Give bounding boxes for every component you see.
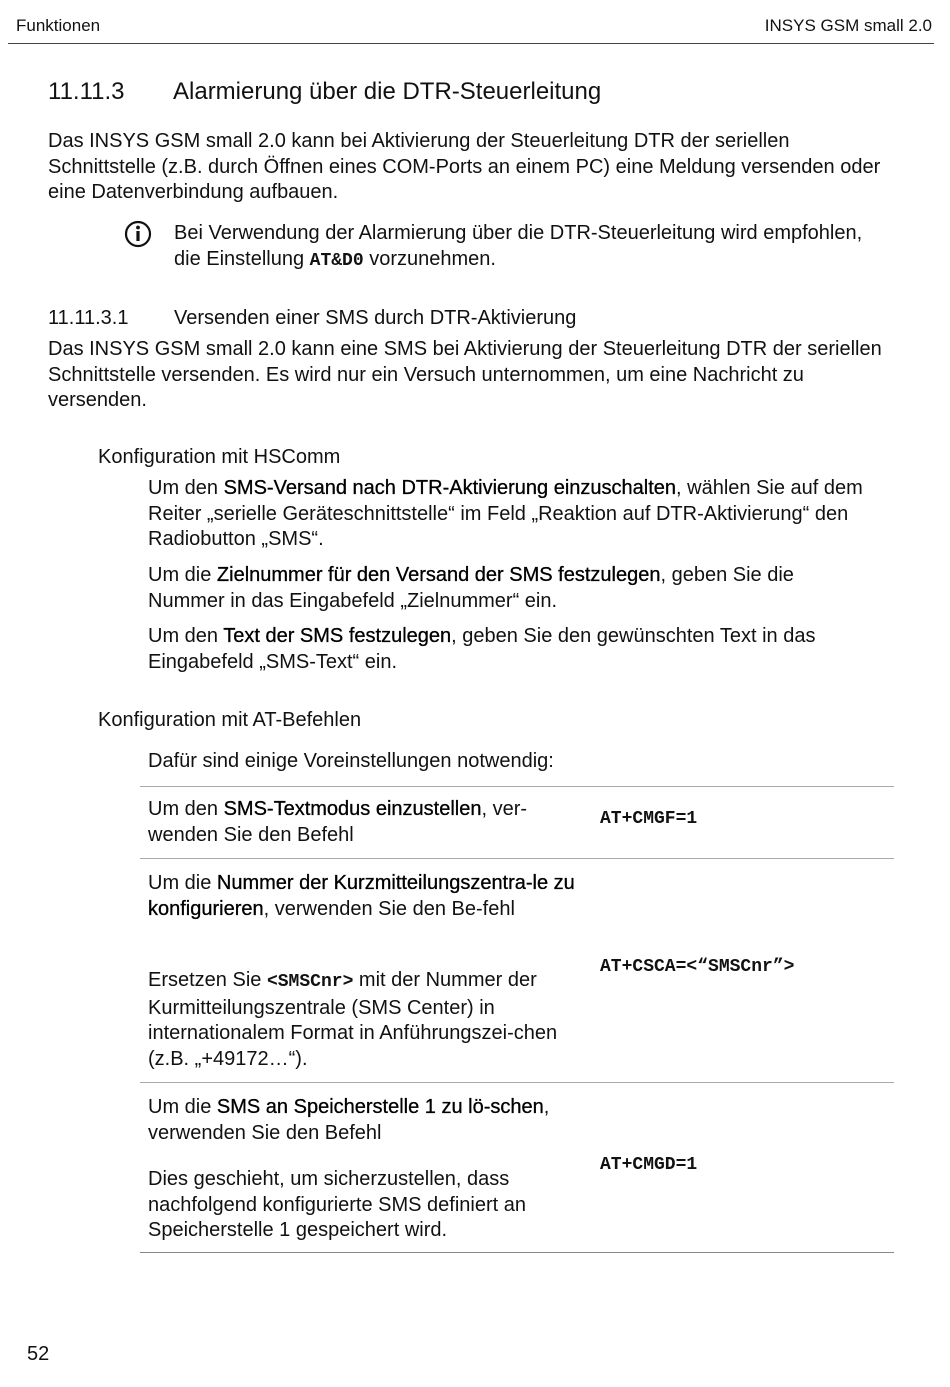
text-run: , geben Sie den gewünschten Text in das Eingabefeld „SMS-Text“ ein. [148, 625, 816, 673]
table-row-2-extra [148, 968, 583, 1072]
page-number: 52 [27, 1343, 50, 1365]
text-run: Ersetzen Sie [148, 969, 267, 991]
subsection-heading [48, 307, 576, 330]
text-run: , wählen Sie auf dem Reiter „serielle Geräteschnittstelle“ im Feld „Reaktion auf DTR-Aktivierung“ den Radiobutton „SMS“. [148, 477, 863, 550]
emphasis-run: SMS-Textmodus einzustellen [223, 798, 482, 820]
table-rule [140, 786, 894, 787]
table-rule [140, 858, 894, 859]
section-number: 11.11.3 [48, 78, 125, 105]
hscomm-heading: Konfiguration mit HSComm [98, 446, 341, 468]
text-run: Um die [148, 872, 217, 894]
header-rule [8, 43, 934, 44]
text-run: , verwenden Sie den Befehl [148, 1096, 550, 1144]
emphasis-run: Text der SMS festzulegen [223, 625, 452, 647]
info-icon [124, 220, 152, 248]
table-row-1-command: AT+CMGF=1 [600, 809, 698, 829]
text-run: , verwenden Sie den Be-fehl [263, 897, 515, 920]
hscomm-paragraph-1 [148, 476, 863, 553]
text-run: Um die [148, 564, 217, 586]
hscomm-paragraph-2 [148, 563, 863, 614]
text-run: , geben Sie die Nummer in das Eingabefeld „Zielnummer“ ein. [148, 564, 794, 612]
table-row-3-text [148, 1095, 583, 1146]
text-run: Um den [148, 625, 224, 647]
section-heading [48, 78, 601, 106]
text-run: Um den [148, 477, 224, 499]
table-row-3-extra: Dies geschieht, um sicherzustellen, dass nachfolgend konfigurierte SMS definiert an Speicherstelle 1 gespeichert wird. [148, 1168, 527, 1241]
section-title: Alarmierung über die DTR-Steuerleitung [173, 78, 602, 105]
note-code: AT&D0 [309, 250, 364, 271]
table-row-2-text [148, 871, 583, 922]
emphasis-run: SMS-Versand nach DTR-Aktivierung einzuschalten [223, 477, 677, 499]
code-run: <SMSCnr> [266, 972, 354, 992]
table-rule [140, 1082, 894, 1083]
table-row-2-command: AT+CSCA=<“SMSCnr”> [600, 957, 795, 977]
text-run: Um den [148, 798, 224, 820]
subsection-number: 11.11.3.1 [48, 307, 129, 329]
subsection-title: Versenden einer SMS durch DTR-Aktivierung [174, 307, 577, 329]
table-rule [140, 1252, 894, 1253]
text-run: Um die [148, 1096, 217, 1118]
note-text-after: vorzunehmen. [363, 247, 496, 270]
running-header-right: INSYS GSM small 2.0 [764, 16, 932, 35]
running-header-left: Funktionen [16, 16, 101, 35]
note-text-before: Bei Verwendung der Alarmierung über die DTR-Steuerleitung wird empfohlen, die Einstellung [174, 222, 863, 270]
dtr-note [174, 221, 864, 274]
table-row-1-text [148, 797, 583, 848]
at-heading: Konfiguration mit AT-Befehlen [98, 709, 362, 731]
emphasis-run: Nummer der Kurzmitteilungszentra-le zu konfigurieren [148, 872, 575, 920]
subsection-intro: Das INSYS GSM small 2.0 kann eine SMS bei Aktivierung der Steuerleitung DTR der seriellen Schnittstelle versenden. Es wird nur ein Versuch unternommen, um eine Nachricht zu versenden. [48, 338, 882, 411]
section-intro: Das INSYS GSM small 2.0 kann bei Aktivierung der Steuerleitung DTR der seriellen Schnittstelle (z.B. durch Öffnen eines COM-Ports an einem PC) eine Meldung versenden oder eine Datenverbindung aufbauen. [48, 130, 881, 203]
table-row-3-command: AT+CMGD=1 [600, 1155, 698, 1175]
emphasis-run: SMS an Speicherstelle 1 zu lö-schen [216, 1096, 544, 1118]
text-run: mit der Nummer der Kurmitteilungszentrale (SMS Center) in internationalem Format in Anführungszei-chen (z.B. „+49172…“). [148, 969, 558, 1070]
text-run: , ver-wenden Sie den Befehl [148, 798, 528, 846]
emphasis-run: Zielnummer für den Versand der SMS festzulegen [216, 564, 661, 586]
at-intro: Dafür sind einige Voreinstellungen notwendig: [148, 750, 554, 772]
hscomm-paragraph-3 [148, 624, 863, 675]
